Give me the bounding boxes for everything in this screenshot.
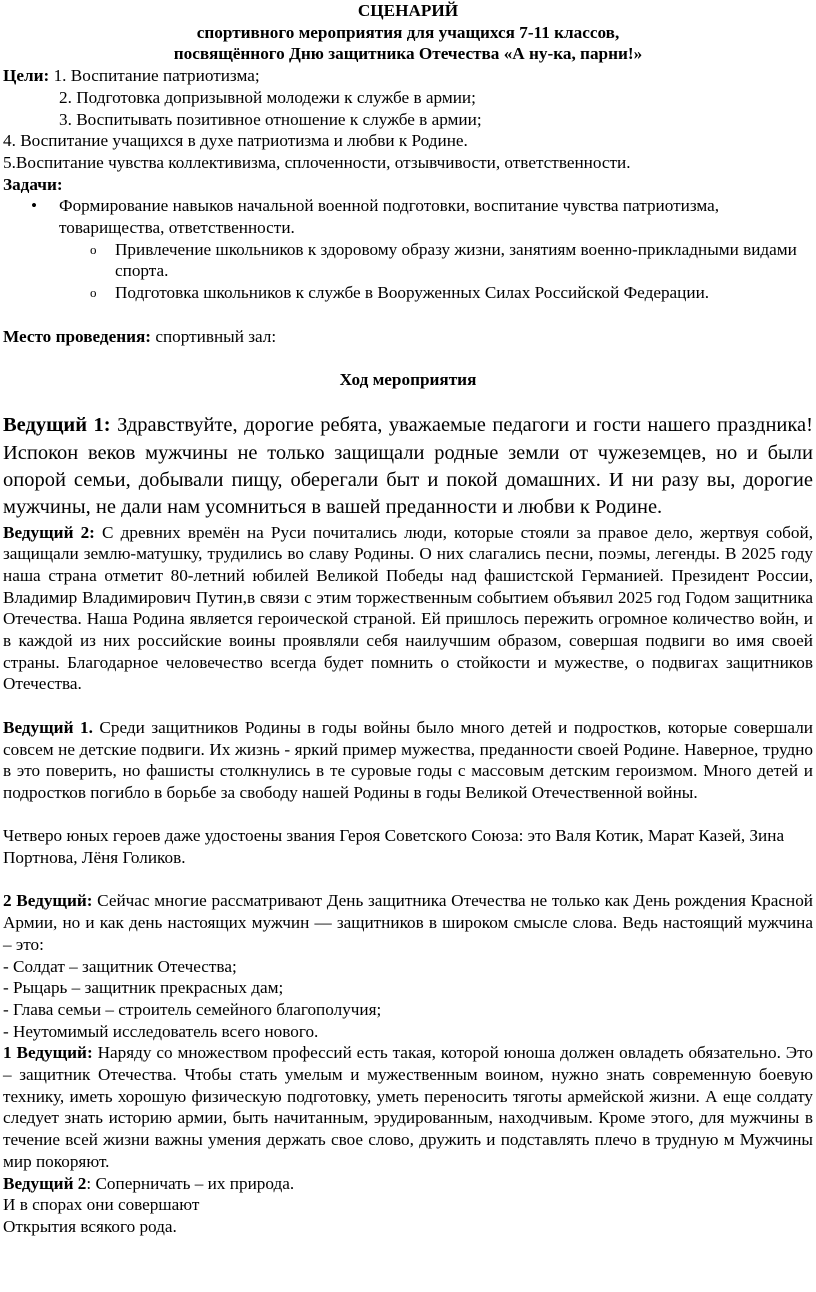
goals-line-1 xyxy=(3,65,813,87)
paragraph-text: Наряду со множеством профессий есть такая, которой юноша должен овладеть обязательно. Это – защитник Отечества. Чтобы стать умелым и мужественным воином, нужно знать современную боевую технику, иметь хорошую физическую подготовку, уметь переносить тяготы армейской жизни. А еще солдату следует знать историю армии, быть начитанным, эрудированным, находчивым. Кроме этого, для мужчины в течение всей жизни важны умения держать свое слово, дружить и подставлять плечо в трудную м Мужчины мир покоряют. xyxy=(3,1043,814,1171)
task-sub-item-1-text: Привлечение школьников к здоровому образу жизни, занятиям военно-прикладными видами спорта. xyxy=(115,239,797,281)
script-paragraph-3 xyxy=(3,717,813,804)
document-title: СЦЕНАРИЙ xyxy=(357,1,459,20)
script-paragraph-5 xyxy=(3,890,813,955)
goal-item-2: 2. Подготовка допризывной молодежи к службе в армии; xyxy=(59,87,476,107)
task-bullet-1 xyxy=(3,195,813,238)
task-sub-item-2-text: Подготовка школьников к службе в Вооруженных Силах Российской Федерации. xyxy=(115,283,710,303)
script-paragraph-6 xyxy=(3,1042,813,1172)
task-sub-item-2 xyxy=(3,282,813,304)
script-paragraph-7 xyxy=(3,1173,813,1195)
list-item-4: - Неутомимый исследователь всего нового. xyxy=(3,1021,319,1041)
verse-line-2: Открытия всякого рода. xyxy=(3,1216,177,1236)
bullet-circle-icon: o xyxy=(90,285,97,301)
paragraph-text: Здравствуйте, дорогие ребята, уважаемые педагоги и гости нашего праздника! Испокон веков мужчины не только защищали родные земли от чужеземцев, но и были опорой семьи, добывали пищу, оберегали быт и покой домашних. И ни разу вы, дорогие мужчины, не дали нам усомниться в вашей преданности и любви к Родине. xyxy=(3,414,813,519)
speaker-label: 1 Ведущий: xyxy=(3,1043,93,1063)
spacer xyxy=(3,304,813,326)
goal-item-4: 4. Воспитание учащихся в духе патриотизма и любви к Родине. xyxy=(3,131,468,151)
spacer xyxy=(3,347,813,369)
script-paragraph-2 xyxy=(3,522,813,696)
task-sub-item-1 xyxy=(3,239,813,282)
list-item-2: - Рыцарь – защитник прекрасных дам; xyxy=(3,978,284,998)
speaker-label: 2 Ведущий: xyxy=(3,891,93,911)
speaker-label: Ведущий 2: xyxy=(3,522,95,542)
spacer xyxy=(3,804,813,826)
speaker-label: Ведущий 2 xyxy=(3,1173,87,1193)
goal-item-3: 3. Воспитывать позитивное отношение к службе в армии; xyxy=(59,109,482,129)
list-item-3: - Глава семьи – строитель семейного благополучия; xyxy=(3,999,382,1019)
venue-line xyxy=(3,326,813,348)
task-bullet-1-text: Формирование навыков начальной военной подготовки, воспитание чувства патриотизма, товарищества, ответственности. xyxy=(59,196,720,238)
spacer xyxy=(3,695,813,717)
section-heading: Ход мероприятия xyxy=(339,369,477,389)
list-item-1: - Солдат – защитник Отечества; xyxy=(3,956,237,976)
bullet-dot-icon: • xyxy=(31,196,38,216)
verse-line-1: И в спорах они совершают xyxy=(3,1195,200,1215)
speaker-label: Ведущий 1: xyxy=(3,414,111,437)
spacer xyxy=(3,391,813,413)
goal-item-5: 5.Воспитание чувства коллективизма, сплоченности, отзывчивости, ответственности. xyxy=(3,152,631,172)
bullet-circle-icon: o xyxy=(90,241,97,257)
venue-label: Место проведения: xyxy=(3,326,152,346)
paragraph-text: Сейчас многие рассматривают День защитника Отечества не только как День рождения Красной Армии, но и как день настоящих мужчин — защитников в широком смысле слова. Ведь настоящий мужчина – это: xyxy=(3,891,814,954)
script-paragraph-4: Четверо юных героев даже удостоены звания Героя Советского Союза: это Валя Котик, Марат Казей, Зина Портнова, Лёня Голиков. xyxy=(3,826,785,868)
spacer xyxy=(3,869,813,891)
paragraph-text: С древних времён на Руси почитались люди, которые стояли за правое дело, жертвуя собой, защищали землю-матушку, трудились во славу Родины. О них слагались песни, поэмы, легенды. В 2025 году наша страна отметит 80-летний юбилей Великой Победы над фашистской Германией. Президент России, Владимир Владимирович Путин,в связи с этим торжественным событием объявил 2025 год Годом защитника Отечества. Наша Родина является героической страной. Ей пришлось пережить огромное количество войн, и в каждой из них российские воины проявляли себя наилучшим образом, совершая подвиги во имя своей страны. Благодарное человечество всегда будет помнить о стойкости и мужестве, о подвигах защитников Отечества. xyxy=(3,522,813,694)
tasks-label: Задачи: xyxy=(3,174,63,194)
paragraph-text: Среди защитников Родины в годы войны было много детей и подростков, которые совершали совсем не детские подвиги. Их жизнь - яркий пример мужества, преданности своей Родине. Наверное, трудно в это поверить, но фашисты столкнулись в те суровые годы с массовым детским героизмом. Много детей и подростков погибло в борьбе за свободу нашей Родины в годы Великой Отечественной войны. xyxy=(3,717,813,802)
document-subtitle-line-1: спортивного мероприятия для учащихся 7-11 классов, xyxy=(196,22,620,42)
paragraph-text: : Соперничать – их природа. xyxy=(86,1173,295,1193)
goal-item-1: 1. Воспитание патриотизма; xyxy=(49,66,260,86)
script-paragraph-1 xyxy=(3,412,813,521)
venue-value: спортивный зал: xyxy=(151,326,277,346)
document-subtitle-line-2: посвящённого Дню защитника Отечества «А ну-ка, парни!» xyxy=(173,44,643,64)
speaker-label: Ведущий 1. xyxy=(3,717,93,737)
goals-label: Цели: xyxy=(3,66,50,86)
